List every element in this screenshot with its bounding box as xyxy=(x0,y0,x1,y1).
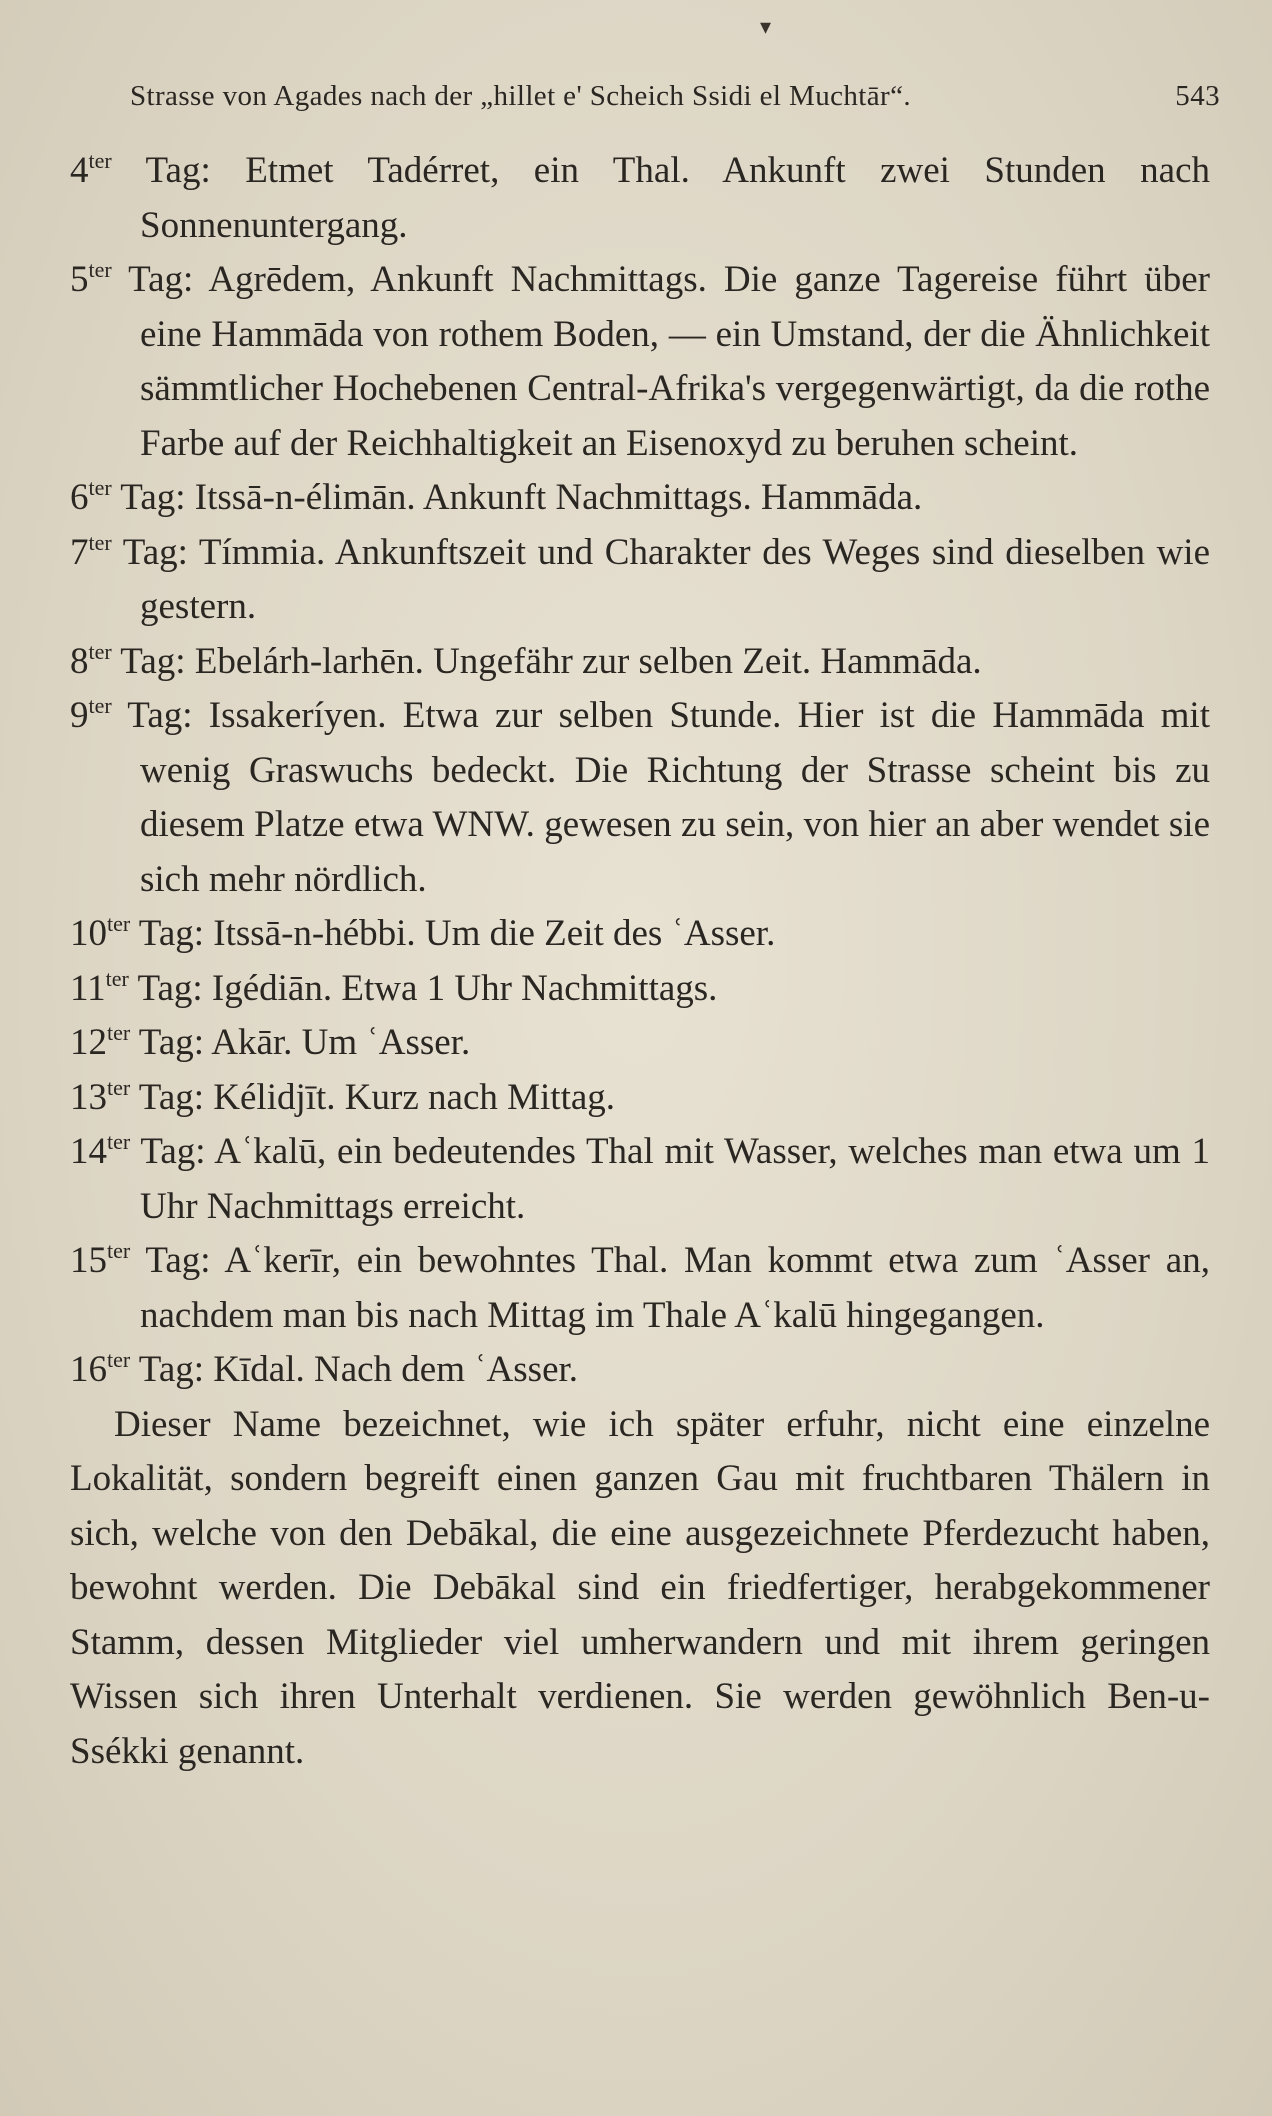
ordinal-suffix: ter xyxy=(88,638,112,664)
day-number: 5 xyxy=(70,259,89,300)
day-entry xyxy=(70,635,1210,690)
day-number: 16 xyxy=(70,1349,107,1390)
day-text: Tag: Itssā-n-hébbi. Um die Zeit des ʿAsser. xyxy=(138,913,776,954)
day-entry xyxy=(70,1343,1210,1398)
day-number: 15 xyxy=(70,1240,107,1281)
day-number: 7 xyxy=(70,531,89,573)
day-number: 13 xyxy=(70,1076,107,1118)
running-title: Strasse von Agades nach der „hillet e' Scheich Ssidi el Muchtār“. xyxy=(130,80,911,112)
body-paragraph: Dieser Name bezeichnet, wie ich später erfuhr, nicht eine einzelne Lokalität, sondern begreift einen ganzen Gau mit fruchtbaren Thälern in sich, welche von den Debākal, die eine ausgezeichnete Pferdezucht haben, bewohnt werden. Die Debākal sind ein friedfertiger, herabgekommener Stamm, dessen Mitglieder viel umherwandern und mit ihrem geringen Wissen sich ihren Unterhalt verdienen. Sie werden gewöhnlich Ben-u-Ssékki genannt. xyxy=(70,1403,1210,1772)
ordinal-suffix: ter xyxy=(105,965,129,991)
ordinal-suffix: ter xyxy=(88,257,112,282)
day-entry xyxy=(70,144,1210,253)
day-text: Tag: Aʿkalū, ein bedeutendes Thal mit Wasser, welches man etwa um 1 Uhr Nachmittags erreicht. xyxy=(140,1131,1210,1227)
ordinal-suffix: ter xyxy=(88,475,112,500)
day-text: Tag: Tímmia. Ankunftszeit und Charakter des Weges sind dieselben wie gestern. xyxy=(122,531,1211,627)
day-text: Tag: Ebelárh-larhēn. Ungefähr zur selben Zeit. Hammāda. xyxy=(120,640,982,682)
day-number: 6 xyxy=(70,477,89,518)
printer-mark: ▾ xyxy=(760,14,772,39)
day-entry xyxy=(70,1125,1210,1234)
day-text: Tag: Agrēdem, Ankunft Nachmittags. Die ganze Tagereise führt über eine Hammāda von rothem Boden, — ein Umstand, der die Ähnlichkeit sämmtlicher Hochebenen Central-Afrika's vergegenwärtigt, da die rothe Farbe auf der Reichhaltigkeit an Eisenoxyd zu beruhen scheint. xyxy=(128,259,1210,464)
day-number: 8 xyxy=(70,640,89,682)
day-text: Tag: Aʿkerīr, ein bewohntes Thal. Man kommt etwa zum ʿAsser an, nachdem man bis nach Mittag im Thale Aʿkalū hingegangen. xyxy=(140,1240,1210,1336)
day-number: 12 xyxy=(70,1022,107,1063)
ordinal-suffix: ter xyxy=(107,1129,131,1154)
day-text: Tag: Issakeríyen. Etwa zur selben Stunde. Hier ist die Hammāda mit wenig Graswuchs bedeckt. Die Richtung der Strasse scheint bis zu diesem Platze etwa WNW. gewesen zu sein, von hier an aber wendet sie sich mehr nördlich. xyxy=(127,695,1210,900)
day-entry xyxy=(70,526,1210,635)
ordinal-suffix: ter xyxy=(107,1347,131,1372)
day-entry xyxy=(70,1071,1210,1126)
day-number: 14 xyxy=(70,1131,107,1172)
day-entry xyxy=(70,1016,1210,1071)
day-entry xyxy=(70,689,1210,907)
ordinal-suffix: ter xyxy=(88,529,112,555)
day-number: 4 xyxy=(70,150,89,191)
running-header xyxy=(130,80,1220,113)
day-text: Tag: Igédiān. Etwa 1 Uhr Nachmittags. xyxy=(137,967,718,1009)
ordinal-suffix: ter xyxy=(107,1020,131,1045)
day-entry xyxy=(70,962,1210,1017)
day-text: Tag: Itssā-n-élimān. Ankunft Nachmittags. Hammāda. xyxy=(120,477,923,518)
ordinal-suffix: ter xyxy=(88,148,112,173)
day-entry xyxy=(70,253,1210,471)
ordinal-suffix: ter xyxy=(107,1074,131,1100)
ordinal-suffix: ter xyxy=(88,693,112,718)
day-text: Tag: Kīdal. Nach dem ʿAsser. xyxy=(138,1349,579,1390)
page-number: 543 xyxy=(1175,80,1220,112)
day-text: Tag: Kélidjīt. Kurz nach Mittag. xyxy=(138,1076,616,1118)
day-text: Tag: Etmet Tadérret, ein Thal. Ankunft zwei Stunden nach Sonnenuntergang. xyxy=(140,150,1210,246)
day-number: 9 xyxy=(70,695,89,736)
day-number: 11 xyxy=(70,967,106,1009)
day-text: Tag: Akār. Um ʿAsser. xyxy=(138,1022,471,1063)
day-entry xyxy=(70,1234,1210,1343)
ordinal-suffix: ter xyxy=(107,911,131,936)
day-entry xyxy=(70,907,1210,962)
day-number: 10 xyxy=(70,913,107,954)
page-body xyxy=(70,144,1210,1779)
ordinal-suffix: ter xyxy=(107,1238,131,1263)
day-entry xyxy=(70,471,1210,526)
